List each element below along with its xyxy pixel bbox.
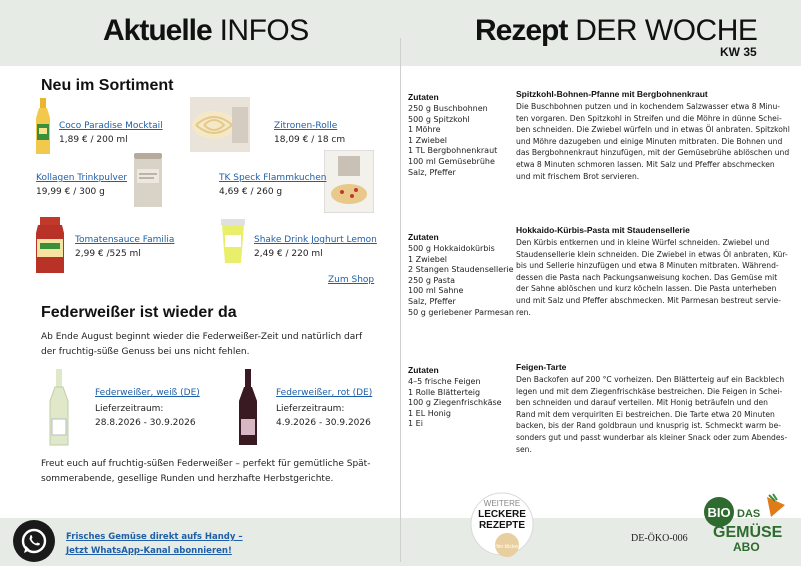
red-wine-bottle-image: [237, 369, 259, 447]
tomato-sauce-jar-image: [34, 217, 66, 275]
instruction-line: Rand mit dem verquirlten Ei bestreichen. Die Tarte etwa 20 Minuten: [516, 409, 775, 419]
federweisser-title: Federweißer ist wieder da: [41, 304, 237, 321]
ingredient: 500 g Hokkaidokürbis: [408, 244, 495, 253]
recipe-1-title: Spitzkohl-Bohnen-Pfanne mit Bergbohnenkraut: [516, 89, 708, 99]
sortiment-title: Neu im Sortiment: [41, 77, 174, 94]
ingredient: 100 g Ziegenfrischkäse: [408, 398, 502, 408]
product-link-tomatensauce[interactable]: Tomatensauce Familia: [75, 235, 175, 245]
logo-bio: BIO: [707, 505, 731, 520]
recipe-2-title: Hokkaido-Kürbis-Pasta mit Staudensellerie: [516, 225, 690, 235]
heading-thin: INFOS: [219, 14, 309, 47]
flammkuchen-box-image: [324, 150, 374, 213]
instruction-line: der Sahne ablöschen und kurz köcheln lassen. Die Pasta unterheben: [516, 284, 777, 294]
more-recipes-badge-graphic: [470, 492, 534, 562]
intro-line: der fruchtig-süße Genuss bei uns nicht fehlen.: [41, 347, 250, 357]
product-link-coco-paradise[interactable]: Coco Paradise Mocktail: [59, 121, 163, 131]
product-price: 19,99 € / 300 g: [36, 187, 105, 197]
right-page-heading: [475, 14, 757, 54]
product-link-shake-drink[interactable]: Shake Drink Joghurt Lemon: [254, 235, 377, 245]
product-link-zitronen-rolle[interactable]: Zitronen-Rolle: [274, 121, 338, 131]
whatsapp-channel-link[interactable]: [66, 530, 243, 558]
recipe-3-ingredients: [408, 377, 502, 430]
recipe-3-instructions: [516, 374, 791, 455]
more-recipes-badge[interactable]: [470, 492, 534, 562]
ingredient: 1 EL Honig: [408, 408, 451, 418]
product-price: 18,09 € / 18 cm: [274, 135, 346, 145]
product-price: 2,99 € /525 ml: [75, 249, 141, 259]
logo-das: DAS: [737, 508, 761, 520]
recipe-1-instructions: [516, 101, 791, 182]
recipe-1-zutaten-label: Zutaten: [408, 92, 439, 102]
badge-line-leckere: LECKERE: [478, 509, 526, 520]
badge-sub: Hier klicken: [494, 544, 520, 550]
instruction-line: bis und Sellerie hinzufügen und etwa 8 Minuten mitbraten. Während-: [516, 261, 779, 271]
wine-link-rot[interactable]: Federweißer, rot (DE): [276, 388, 373, 398]
instruction-line: Den Backofen auf 200 °C vorheizen. Den Blätterteig auf ein Backblech: [516, 375, 785, 384]
instruction-line: ren.: [516, 307, 531, 317]
recipe-3-zutaten-label: Zutaten: [408, 365, 439, 375]
recipe-1-ingredients: [408, 104, 497, 178]
product-price: 2,49 € / 220 ml: [254, 249, 323, 259]
federweisser-intro: [41, 330, 362, 360]
das-gemuese-abo-logo: [703, 493, 789, 557]
outro-line: Freut euch auf fruchtig-süßen Federweißer – perfekt für gemütliche Spät-: [41, 459, 371, 469]
product-link-flammkuchen[interactable]: TK Speck Flammkuchen: [219, 173, 327, 183]
product-price: 4,69 € / 260 g: [219, 187, 283, 197]
wine-delivery-info: [276, 402, 371, 430]
ingredient: 100 ml Sahne: [408, 286, 464, 296]
left-page-heading: [103, 14, 309, 54]
product-price: 1,89 € / 200 ml: [59, 135, 128, 145]
instruction-line: backen, bis der Rand goldbraun und knusprig ist. Schmeckt warm be-: [516, 421, 781, 431]
wine-link-weiss[interactable]: Federweißer, weiß (DE): [95, 388, 200, 398]
instruction-line: legen und mit dem Ziegenfrischkäse bestreichen. Die Feigen in Schei-: [516, 386, 783, 396]
ingredient: 2 Stangen Staudensellerie: [408, 265, 514, 275]
instruction-line: und mit Salz und Pfeffer abschmecken. Mit Parmesan bestreut servie-: [516, 295, 781, 305]
instruction-line: Die Buschbohnen putzen und in kochendem Salzwasser etwa 8 Minu-: [516, 102, 780, 111]
ingredient: 250 g Buschbohnen: [408, 104, 488, 113]
recipe-3-title: Feigen-Tarte: [516, 362, 567, 372]
lemon-roll-image: [190, 97, 250, 152]
heading-bold: Rezept: [475, 14, 568, 47]
instruction-line: ben schneiden. Die Zwiebel würfeln und in etwas Öl anbraten. Spitzkohl: [516, 125, 790, 135]
delivery-period: 4.9.2026 - 30.9.2026: [276, 418, 371, 428]
recipe-2-zutaten-label: Zutaten: [408, 232, 439, 242]
instruction-line: sen.: [516, 444, 532, 454]
instruction-line: ben schneiden und darauf verteilen. Mit Honig beträufeln und den: [516, 398, 768, 408]
shake-cup-image: [220, 219, 246, 264]
outro-line: sommerabende, gesellige Runden und herzhafte Herbstgerichte.: [41, 474, 334, 484]
logo-abo: ABO: [733, 540, 760, 554]
instruction-line: sonders gut und passt wunderbar als kleiner Snack oder zum Abendes-: [516, 432, 788, 442]
instruction-line: dessen die Pasta nach Packungsanweisung kochen. Das Gemüse mit: [516, 272, 778, 282]
ingredient: Salz, Pfeffer: [408, 167, 456, 177]
badge-line-rezepte: REZEPTE: [478, 520, 526, 531]
logo-graphic: [703, 493, 789, 557]
ingredient: Salz, Pfeffer: [408, 296, 456, 306]
heading-thin: DER WOCHE: [575, 14, 758, 47]
white-wine-bottle-image: [48, 369, 70, 447]
ingredient: 1 Ei: [408, 419, 423, 429]
ingredient: 1 TL Bergbohnenkraut: [408, 146, 498, 156]
instruction-line: ten vorgaren. Den Spitzkohl in Streifen und die Möhre in dünne Schei-: [516, 113, 782, 123]
whatsapp-link-line: Frisches Gemüse direkt aufs Handy –: [66, 532, 243, 542]
ingredient: 500 g Spitzkohl: [408, 114, 470, 124]
organic-control-code: DE-ÖKO-006: [631, 533, 688, 544]
whatsapp-icon[interactable]: [13, 520, 55, 562]
badge-line-weitere: WEITERE: [483, 499, 521, 508]
ingredient: 4–5 frische Feigen: [408, 377, 481, 386]
heading-bold: Aktuelle: [103, 14, 212, 47]
instruction-line: etwa 8 Minuten schmoren lassen. Mit Salz und Pfeffer abschmecken: [516, 159, 775, 169]
instruction-line: und Möhre dazugeben und einige Minuten mitbraten. Die Bohnen und: [516, 136, 783, 146]
federweisser-outro: [41, 457, 370, 487]
mocktail-bottle-image: [33, 98, 53, 156]
whatsapp-link-line: Jetzt WhatsApp-Kanal abonnieren!: [66, 546, 232, 556]
instruction-line: das Bergbohnenkraut hinzufügen, mit der Gemüsebrühe ablöschen und: [516, 148, 790, 158]
delivery-label: Lieferzeitraum:: [95, 404, 164, 414]
column-divider: [400, 38, 401, 562]
recipe-2-ingredients: [408, 244, 514, 318]
week-label: KW 35: [720, 45, 757, 59]
ingredient: 100 ml Gemüsebrühe: [408, 156, 495, 166]
ingredient: 50 g geriebener Parmesan: [408, 307, 514, 317]
ingredient: 1 Möhre: [408, 125, 441, 135]
logo-gemuese: GEMÜSE: [713, 524, 783, 541]
delivery-label: Lieferzeitraum:: [276, 404, 345, 414]
product-link-kollagen[interactable]: Kollagen Trinkpulver: [36, 173, 128, 183]
intro-line: Ab Ende August beginnt wieder die Federweißer-Zeit und natürlich darf: [41, 332, 363, 342]
instruction-line: Staudensellerie klein schneiden. Die Zwiebel in etwas Öl anbraten, Kür-: [516, 249, 788, 259]
collagen-tin-image: [132, 153, 164, 208]
instruction-line: und mit frischem Brot servieren.: [516, 171, 640, 181]
wine-delivery-info: [95, 402, 196, 430]
delivery-period: 28.8.2026 - 30.9.2026: [95, 418, 196, 428]
recipe-2-instructions: [516, 237, 791, 318]
ingredient: 1 Rolle Blätterteig: [408, 387, 481, 397]
ingredient: 1 Zwiebel: [408, 254, 448, 264]
instruction-line: Den Kürbis entkernen und in kleine Würfel schneiden. Zwiebel und: [516, 238, 770, 247]
whatsapp-glyph: [13, 520, 55, 562]
ingredient: 250 g Pasta: [408, 275, 456, 285]
ingredient: 1 Zwiebel: [408, 135, 448, 145]
shop-link[interactable]: Zum Shop: [328, 275, 375, 285]
